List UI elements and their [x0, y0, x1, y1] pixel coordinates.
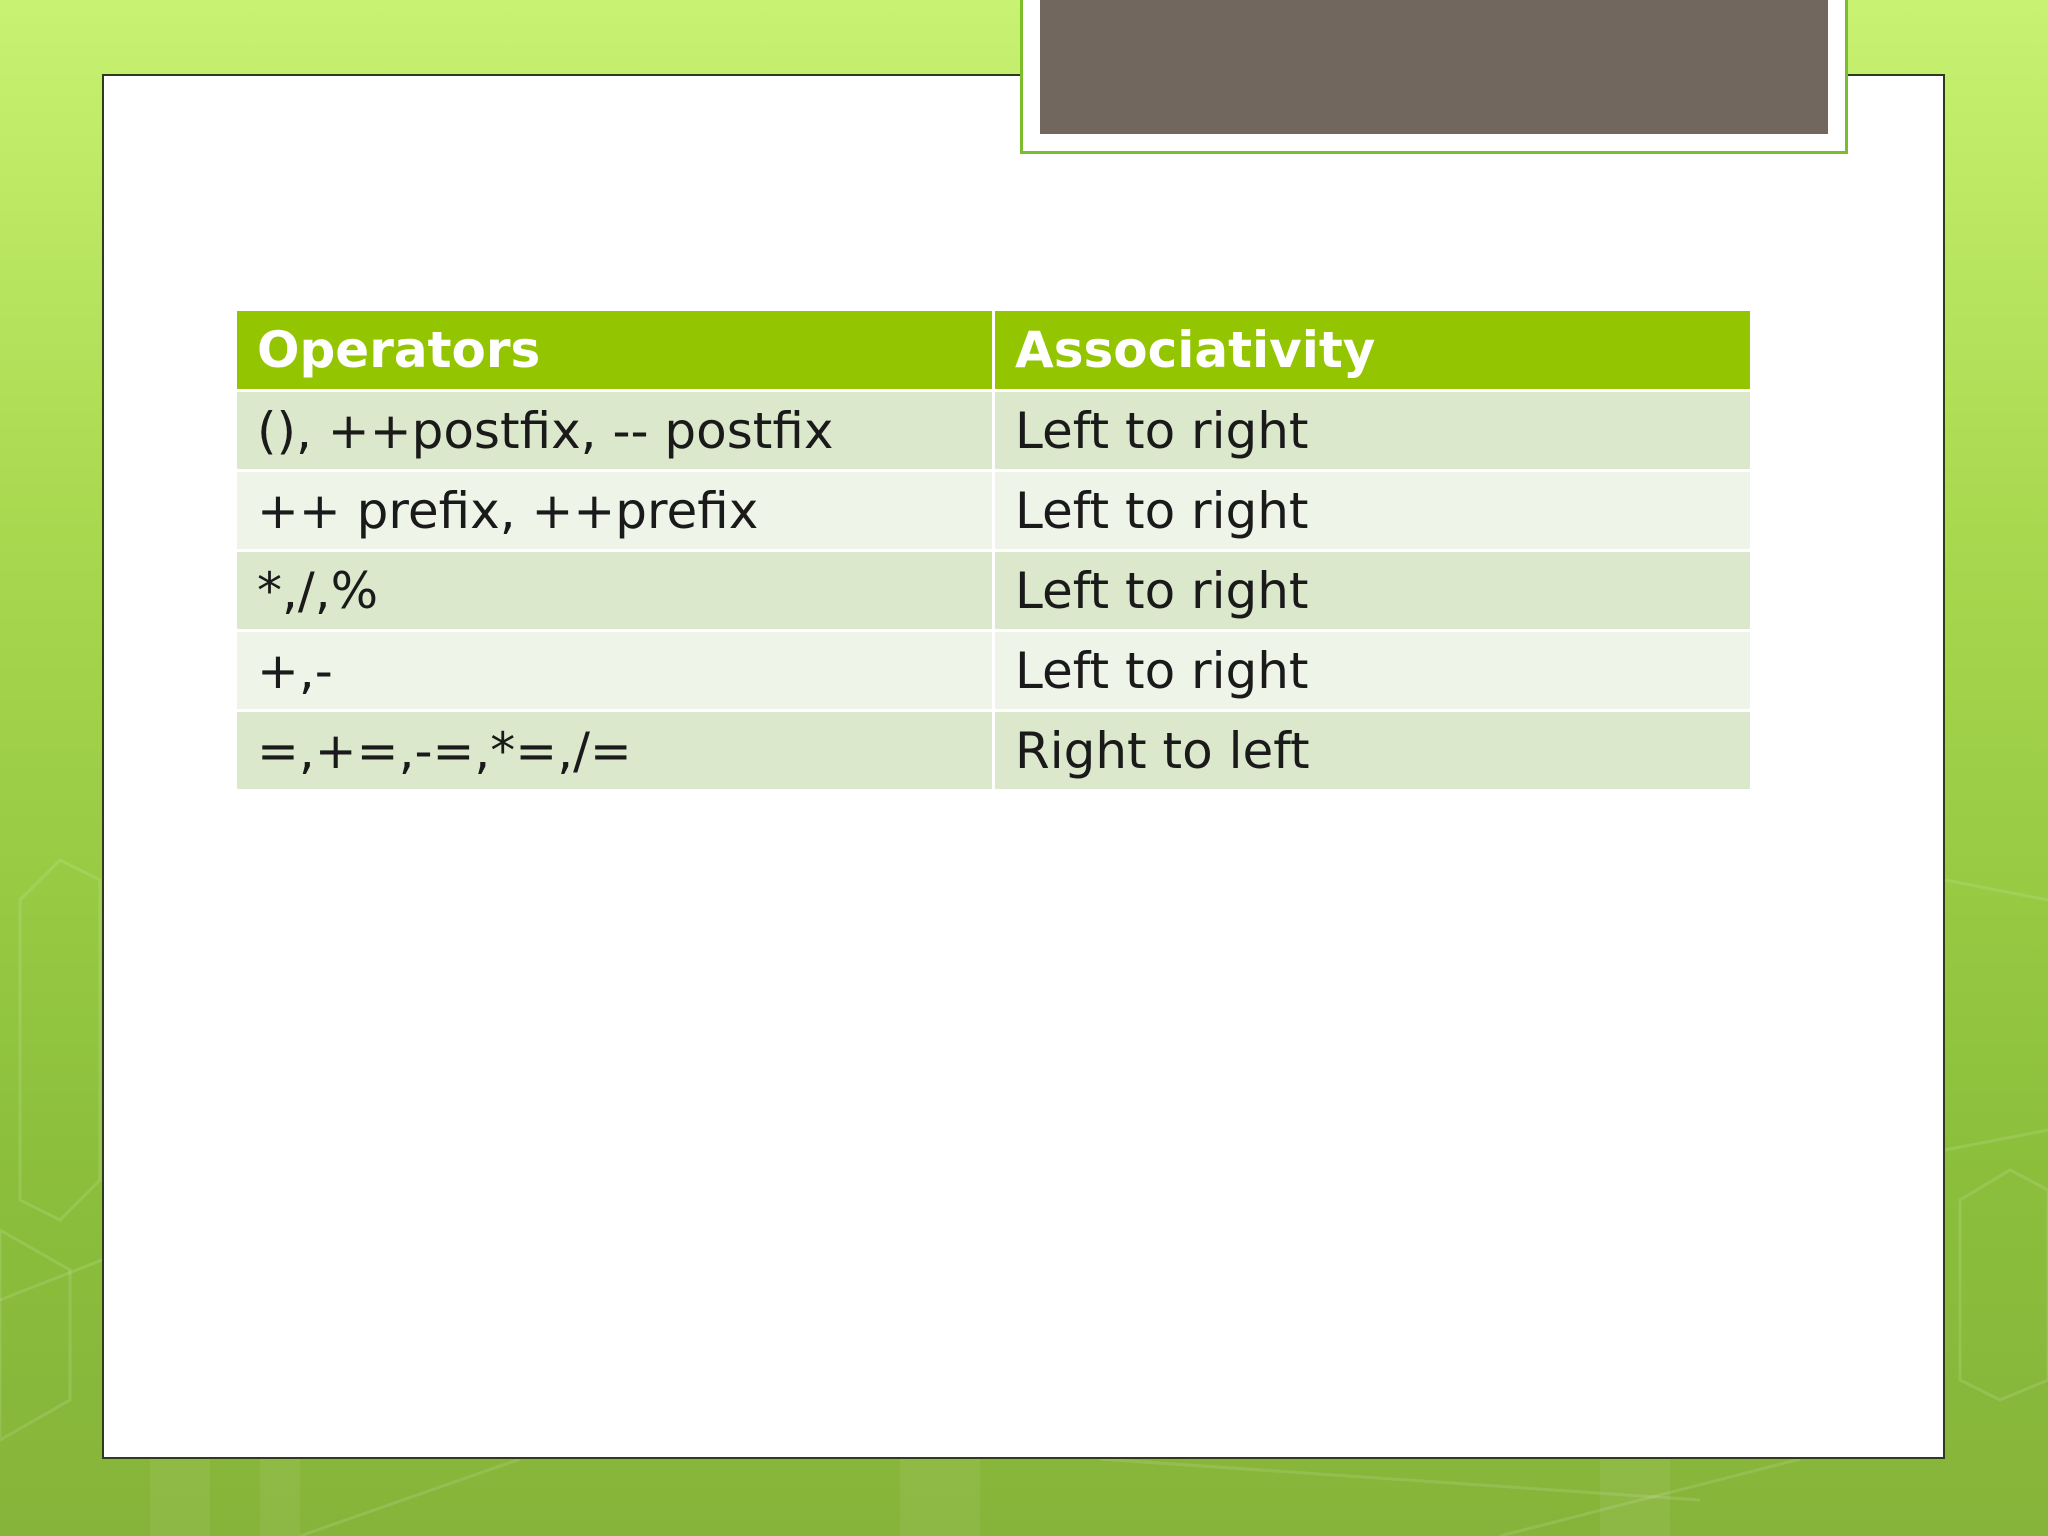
- operators-cell: =,+=,-=,*=,/=: [236, 711, 994, 791]
- associativity-cell: Left to right: [994, 471, 1752, 551]
- header-associativity: Associativity: [994, 310, 1752, 391]
- table-row: [236, 711, 1752, 791]
- table-row: [236, 391, 1752, 471]
- table-header-row: [236, 310, 1752, 391]
- operator-associativity-table-container: [234, 308, 1750, 792]
- header-operators: Operators: [236, 310, 994, 391]
- operator-associativity-table: [234, 308, 1753, 792]
- operators-cell: (), ++postfix, -- postfix: [236, 391, 994, 471]
- table-row: [236, 631, 1752, 711]
- operators-cell: *,/,%: [236, 551, 994, 631]
- operators-cell: +,-: [236, 631, 994, 711]
- title-placeholder: [1040, 0, 1828, 134]
- table-row: [236, 551, 1752, 631]
- associativity-cell: Left to right: [994, 391, 1752, 471]
- table-row: [236, 471, 1752, 551]
- associativity-cell: Left to right: [994, 551, 1752, 631]
- associativity-cell: Left to right: [994, 631, 1752, 711]
- associativity-cell: Right to left: [994, 711, 1752, 791]
- operators-cell: ++ prefix, ++prefix: [236, 471, 994, 551]
